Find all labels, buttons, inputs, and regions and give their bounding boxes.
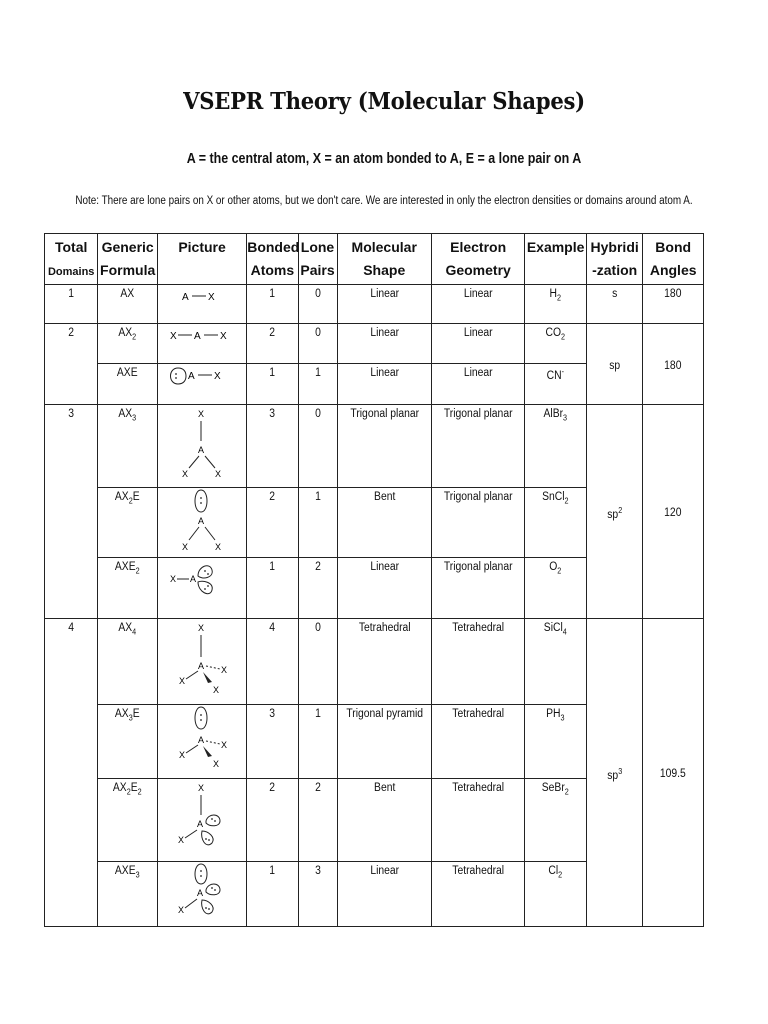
header-bond-angles: Bond Angles	[643, 234, 704, 285]
hybridization-cell: $sp^3$	[586, 619, 642, 927]
molecular-shape-cell: Bent	[337, 488, 431, 558]
lone-pairs-cell: 0	[298, 324, 337, 364]
electron-geometry-cell: Linear	[431, 324, 524, 364]
svg-text:A: A	[190, 574, 197, 584]
formula-cell: AX	[98, 285, 158, 324]
header-electron-geometry: Electron Geometry	[431, 234, 524, 285]
svg-text:X: X	[213, 759, 220, 769]
svg-text:X: X	[198, 409, 205, 419]
total-domains-cell: 1	[45, 285, 98, 324]
svg-text:A: A	[198, 735, 205, 745]
picture-cell	[157, 405, 246, 488]
ax2e2-molecule-diagram	[162, 779, 242, 857]
bonded-atoms-cell: 1	[247, 862, 298, 927]
lone-pairs-cell: 0	[298, 405, 337, 488]
svg-text:X: X	[179, 676, 186, 686]
molecular-shape-cell: Trigonal pyramid	[337, 705, 431, 779]
svg-text:X: X	[178, 905, 185, 915]
example-cell: $CO_2$	[525, 324, 587, 364]
page-title: VSEPR Theory (Molecular Shapes)	[183, 88, 585, 115]
molecular-shape-cell: Tetrahedral	[337, 619, 431, 705]
bonded-atoms-cell: 1	[247, 364, 298, 405]
bonded-atoms-cell: 1	[247, 558, 298, 619]
ax-molecule-diagram	[162, 285, 242, 315]
example-cell: SiCl$_4$	[525, 619, 587, 705]
molecular-shape-cell: Linear	[337, 324, 431, 364]
hybridization-cell: s	[586, 285, 642, 324]
svg-text:X: X	[214, 371, 221, 382]
bonded-atoms-cell: 3	[247, 405, 298, 488]
header-generic-formula: Generic Formula	[98, 234, 158, 285]
formula-cell: $AX_3$	[98, 405, 158, 488]
bonded-atoms-cell: 4	[247, 619, 298, 705]
example-cell: $PH_3$	[525, 705, 587, 779]
svg-text:X: X	[182, 542, 189, 552]
svg-text:X: X	[198, 783, 205, 793]
svg-text:A: A	[197, 888, 204, 898]
axe-molecule-diagram	[162, 364, 242, 394]
lone-pairs-cell: 1	[298, 488, 337, 558]
svg-text:A: A	[198, 445, 205, 455]
formula-cell: $AX_2E$	[98, 488, 158, 558]
page-subtitle: A = the central atom, X = an atom bonded to A, E = a lone pair on A	[186, 151, 582, 167]
page-note: Note: There are lone pairs on X or other atoms, but we don't care. We are interested in only the electron densities or domains around atom A.	[75, 195, 693, 207]
example-cell: $O_2$	[525, 558, 587, 619]
ax2-molecule-diagram	[162, 324, 242, 354]
electron-geometry-cell: Tetrahedral	[431, 705, 524, 779]
example-cell: AlBr$_3$	[525, 405, 587, 488]
table-row	[45, 405, 704, 488]
svg-text:A: A	[194, 331, 201, 342]
svg-text:A: A	[198, 661, 205, 671]
molecular-shape-cell: Linear	[337, 558, 431, 619]
svg-text:X: X	[221, 740, 228, 750]
molecular-shape-cell: Linear	[337, 862, 431, 927]
formula-cell: $AX_3E$	[98, 705, 158, 779]
electron-geometry-cell: Trigonal planar	[431, 488, 524, 558]
svg-text:X: X	[213, 685, 220, 695]
example-cell: SnCl$_2$	[525, 488, 587, 558]
header-bonded-atoms: Bonded Atoms	[247, 234, 298, 285]
svg-text:X: X	[178, 835, 185, 845]
hybridization-cell: sp	[586, 324, 642, 405]
electron-geometry-cell: Trigonal planar	[431, 405, 524, 488]
lone-pairs-cell: 3	[298, 862, 337, 927]
electron-geometry-cell: Tetrahedral	[431, 619, 524, 705]
electron-geometry-cell: Tetrahedral	[431, 862, 524, 927]
svg-text:X: X	[170, 574, 177, 584]
lone-pairs-cell: 2	[298, 779, 337, 862]
example-cell: $Cl_2$	[525, 862, 587, 927]
formula-cell: $AX_2$	[98, 324, 158, 364]
picture-cell	[157, 779, 246, 862]
picture-cell	[157, 488, 246, 558]
formula-cell: $AX_4$	[98, 619, 158, 705]
ax4-molecule-diagram	[162, 619, 242, 701]
hybridization-cell: $sp^2$	[586, 405, 642, 619]
formula-cell: $AX_2E_2$	[98, 779, 158, 862]
bonded-atoms-cell: 2	[247, 488, 298, 558]
picture-cell	[157, 862, 246, 927]
bond-angle-cell: 120	[643, 405, 704, 619]
ax2e-molecule-diagram	[162, 488, 242, 556]
example-cell: $H_2$	[525, 285, 587, 324]
formula-cell: $AXE_3$	[98, 862, 158, 927]
svg-text:X: X	[182, 469, 189, 479]
header-lone-pairs: Lone Pairs	[298, 234, 337, 285]
molecular-shape-cell: Linear	[337, 364, 431, 405]
lone-pairs-cell: 2	[298, 558, 337, 619]
table-row	[45, 324, 704, 364]
table-row	[45, 285, 704, 324]
svg-text:A: A	[182, 292, 189, 303]
svg-text:X: X	[220, 331, 227, 342]
header-row	[45, 234, 704, 285]
bonded-atoms-cell: 3	[247, 705, 298, 779]
electron-geometry-cell: Tetrahedral	[431, 779, 524, 862]
header-total-domains: Total Domains	[45, 234, 98, 285]
total-domains-cell: 4	[45, 619, 98, 927]
lone-pairs-cell: 0	[298, 285, 337, 324]
axe3-molecule-diagram	[162, 862, 242, 924]
lone-pairs-cell: 0	[298, 619, 337, 705]
header-hybridization: Hybridi -zation	[586, 234, 642, 285]
svg-text:X: X	[179, 750, 186, 760]
formula-cell: AXE	[98, 364, 158, 405]
example-cell: CN-	[525, 364, 587, 405]
electron-geometry-cell: Linear	[431, 285, 524, 324]
header-example: Example	[525, 234, 587, 285]
electron-geometry-cell: Linear	[431, 364, 524, 405]
total-domains-cell: 3	[45, 405, 98, 619]
molecular-shape-cell: Trigonal planar	[337, 405, 431, 488]
svg-text:A: A	[188, 371, 195, 382]
electron-geometry-cell: Trigonal planar	[431, 558, 524, 619]
bond-angle-cell: 180	[643, 285, 704, 324]
svg-text:X: X	[198, 623, 205, 633]
svg-text:A: A	[197, 819, 204, 829]
bond-angle-cell: 109.5	[643, 619, 704, 927]
bond-angle-cell: 180	[643, 324, 704, 405]
axe2-molecule-diagram	[162, 558, 242, 614]
ax3e-molecule-diagram	[162, 705, 242, 775]
ax3-molecule-diagram	[162, 405, 242, 485]
header-molecular-shape: Molecular Shape	[337, 234, 431, 285]
svg-text:A: A	[198, 516, 205, 526]
bonded-atoms-cell: 2	[247, 324, 298, 364]
picture-cell	[157, 619, 246, 705]
formula-cell: $AXE_2$	[98, 558, 158, 619]
header-picture: Picture	[157, 234, 246, 285]
bonded-atoms-cell: 2	[247, 779, 298, 862]
lone-pairs-cell: 1	[298, 364, 337, 405]
total-domains-cell: 2	[45, 324, 98, 405]
vsepr-table	[44, 233, 704, 927]
table-row	[45, 619, 704, 705]
svg-text:X: X	[215, 469, 222, 479]
svg-text:X: X	[221, 665, 228, 675]
picture-cell	[157, 558, 246, 619]
svg-text:X: X	[170, 331, 177, 342]
picture-cell	[157, 285, 246, 324]
molecular-shape-cell: Bent	[337, 779, 431, 862]
svg-text:X: X	[208, 292, 215, 303]
example-cell: SeBr$_2$	[525, 779, 587, 862]
molecular-shape-cell: Linear	[337, 285, 431, 324]
picture-cell	[157, 705, 246, 779]
picture-cell	[157, 324, 246, 364]
picture-cell	[157, 364, 246, 405]
bonded-atoms-cell: 1	[247, 285, 298, 324]
lone-pairs-cell: 1	[298, 705, 337, 779]
svg-text:X: X	[215, 542, 222, 552]
